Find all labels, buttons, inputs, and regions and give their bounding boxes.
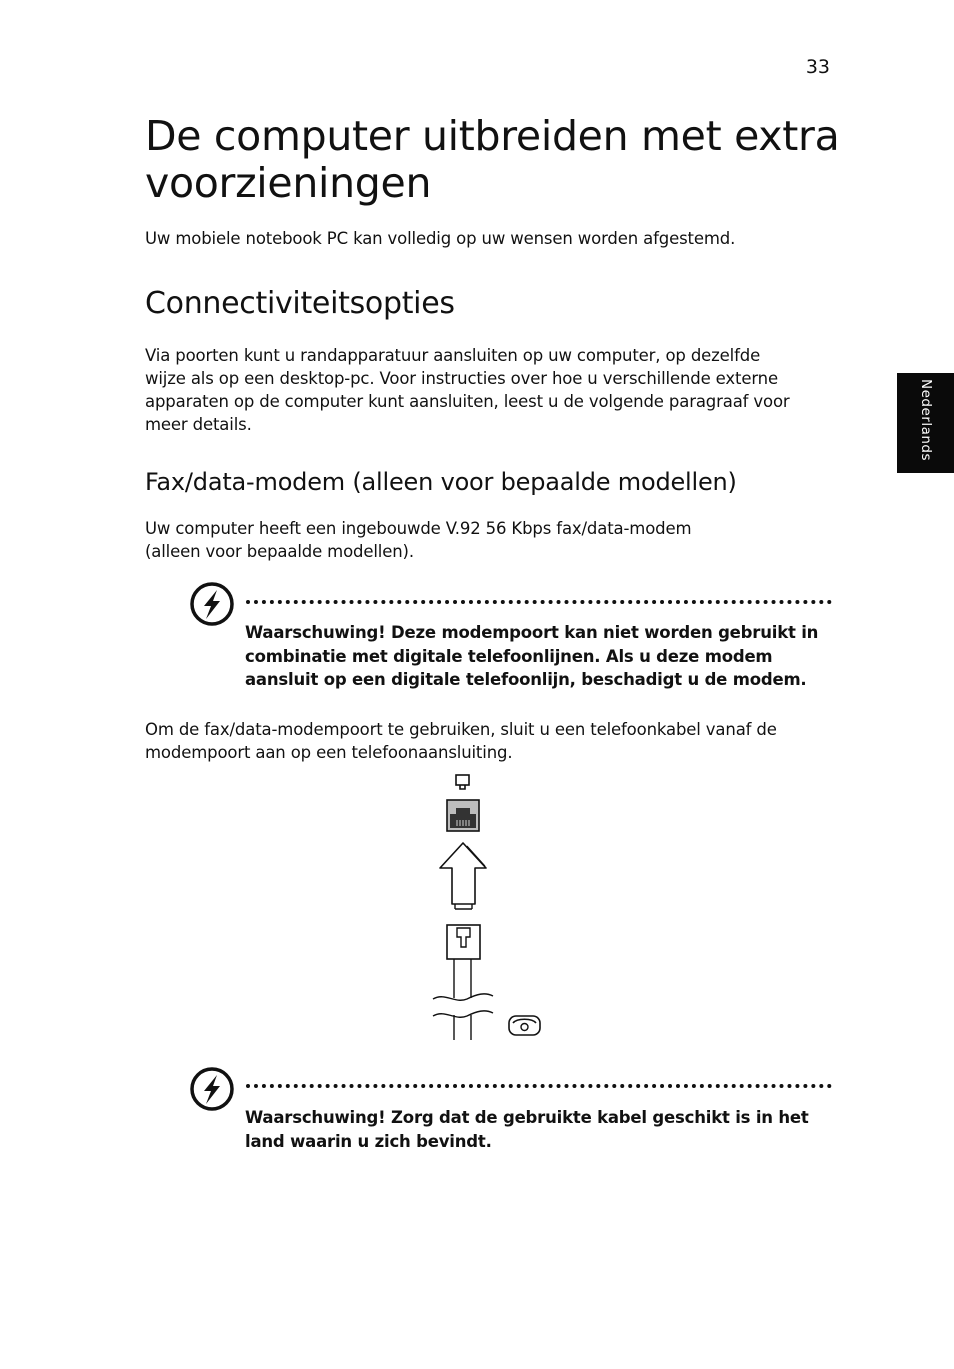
section-paragraph-line: Via poorten kunt u randapparatuur aansluiten op uw computer, op dezelfde bbox=[145, 346, 761, 365]
instruction-line: Om de fax/data-modempoort te gebruiken, sluit u een telefoonkabel vanaf de bbox=[145, 720, 777, 739]
warning-icon bbox=[189, 1066, 235, 1112]
warning-divider bbox=[246, 600, 832, 609]
page-title bbox=[145, 113, 865, 207]
section-paragraph-line: wijze als op een desktop-pc. Voor instructies over hoe u verschillende externe bbox=[145, 369, 778, 388]
subsection-heading: Fax/data-modem (alleen voor bepaalde modellen) bbox=[145, 468, 737, 496]
section-paragraph-line: meer details. bbox=[145, 415, 252, 434]
subsection-paragraph bbox=[145, 517, 691, 563]
intro-text: Uw mobiele notebook PC kan volledig op uw wensen worden afgestemd. bbox=[145, 229, 736, 248]
language-tab-label: Nederlands bbox=[918, 379, 934, 462]
cable-break-icon bbox=[433, 994, 493, 1040]
warning-text-line: Waarschuwing! Deze modempoort kan niet worden gebruikt in bbox=[245, 623, 819, 642]
page-title-line-1: De computer uitbreiden met extra bbox=[145, 112, 840, 160]
warning-text bbox=[245, 621, 818, 692]
up-arrow-icon bbox=[440, 843, 486, 909]
rj11-port-icon bbox=[447, 800, 479, 831]
section-paragraph-line: apparaten op de computer kunt aansluiten, leest u de volgende paragraaf voor bbox=[145, 392, 790, 411]
warning-text-line: land waarin u zich bevindt. bbox=[245, 1131, 492, 1151]
warning-text-line: aansluit op een digitale telefoonlijn, beschadigt u de modem. bbox=[245, 670, 807, 689]
page-title-line-2: voorzieningen bbox=[145, 159, 432, 207]
section-heading: Connectiviteitsopties bbox=[145, 286, 455, 321]
rj11-plug-icon bbox=[447, 925, 480, 998]
subsection-paragraph-line: Uw computer heeft een ingebouwde V.92 56 Kbps fax/data-modem bbox=[145, 519, 692, 538]
section-paragraph bbox=[145, 344, 790, 436]
instruction-paragraph bbox=[145, 718, 777, 764]
warning-icon bbox=[189, 581, 235, 627]
warning-divider bbox=[246, 1084, 832, 1093]
warning-text bbox=[245, 1106, 809, 1153]
language-tab bbox=[897, 373, 954, 473]
modem-port-icon bbox=[456, 775, 469, 789]
warning-text-line: combinatie met digitale telefoonlijnen. Als u deze modem bbox=[245, 646, 773, 666]
instruction-line: modempoort aan op een telefoonaansluiting. bbox=[145, 743, 513, 762]
subsection-paragraph-line: (alleen voor bepaalde modellen). bbox=[145, 542, 414, 561]
page-number: 33 bbox=[805, 56, 830, 78]
warning-text-line: Waarschuwing! Zorg dat de gebruikte kabel geschikt is in het bbox=[245, 1108, 809, 1127]
modem-connection-diagram bbox=[425, 770, 555, 1045]
telephone-icon bbox=[509, 1016, 540, 1035]
